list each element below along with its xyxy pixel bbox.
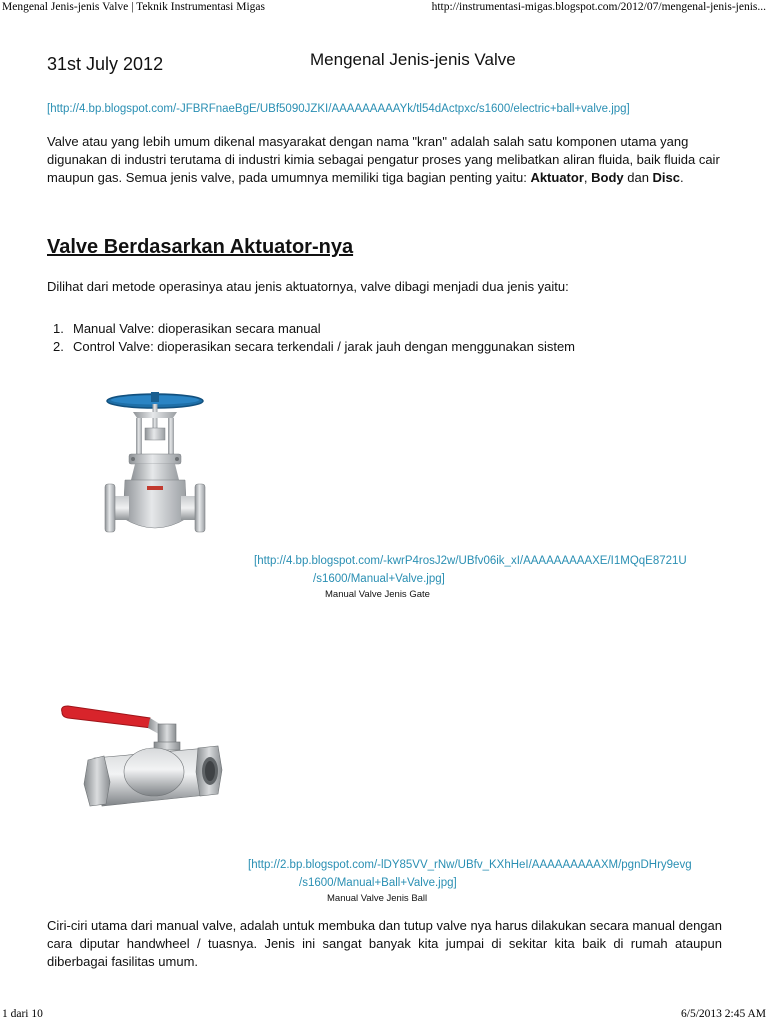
list-text: Control Valve: dioperasikan secara terkendali / jarak jauh dengan menggunakan sistem — [73, 339, 575, 354]
page-counter: 1 dari 10 — [2, 1008, 43, 1020]
ball-valve-image-link-cont[interactable]: /s1600/Manual+Ball+Valve.jpg] — [299, 877, 457, 889]
gate-valve-image-link-cont[interactable]: /s1600/Manual+Valve.jpg] — [313, 573, 445, 585]
print-header — [0, 1, 768, 17]
list-number: 2. — [53, 339, 64, 354]
intro-sep: , — [583, 170, 592, 185]
list-number: 1. — [53, 321, 64, 336]
print-footer — [0, 1008, 768, 1024]
gate-valve-image-link[interactable]: [http://4.bp.blogspot.com/-kwrP4rosJ2w/UBfv06ik_xI/AAAAAAAAAXE/I1MQqE8721U — [254, 555, 687, 567]
intro-sep: dan — [623, 170, 653, 185]
ball-valve-image-link[interactable]: [http://2.bp.blogspot.com/-lDY85VV_rNw/UBfv_KXhHeI/AAAAAAAAAXM/pgnDHry9evg — [248, 859, 692, 871]
list-item — [47, 338, 575, 356]
intro-bold-disc: Disc — [652, 170, 681, 185]
image-link-electric-ball-valve[interactable]: [http://4.bp.blogspot.com/-JFBRFnaeBgE/UBf5090JZKI/AAAAAAAAAYk/tl54dActpxc/s1600/electric+ball+valve.jpg] — [47, 103, 630, 115]
gate-valve-caption: Manual Valve Jenis Gate — [325, 589, 430, 600]
intro-end: . — [680, 170, 684, 185]
post-date: 31st July 2012 — [47, 54, 164, 74]
section-intro: Dilihat dari metode operasinya atau jenis aktuatornya, valve dibagi menjadi dua jenis yaitu: — [47, 279, 569, 294]
intro-text: Valve atau yang lebih umum dikenal masyarakat dengan nama "kran" adalah salah satu komponen utama yang digunakan di industri terutama di industri kimia sebagai pengatur proses yang melibatkan aliran fluida, baik fluida cair maupun gas. Semua jenis valve, pada umumnya memiliki tiga bagian penting yaitu: — [47, 134, 720, 185]
closing-paragraph: Ciri-ciri utama dari manual valve, adalah untuk membuka dan tutup valve nya harus dilakukan secara manual dengan cara diputar handwheel / tuasnya. Jenis ini sangat banyak kita jumpai di sekitar kita baik di rumah ataupun diberbagai fasilitas umum. — [47, 918, 722, 969]
ball-valve-illustration — [58, 700, 223, 815]
gate-valve-illustration — [103, 388, 207, 542]
print-timestamp: 6/5/2013 2:45 AM — [681, 1008, 766, 1020]
ball-valve-image[interactable] — [58, 700, 223, 815]
print-header-url: http://instrumentasi-migas.blogspot.com/2012/07/mengenal-jenis-jenis... — [431, 1, 766, 13]
list-item — [47, 320, 575, 338]
ball-valve-caption: Manual Valve Jenis Ball — [327, 893, 428, 904]
print-header-title: Mengenal Jenis-jenis Valve | Teknik Instrumentasi Migas — [2, 1, 265, 13]
intro-bold-aktuator: Aktuator — [530, 170, 584, 185]
intro-paragraph — [47, 133, 722, 187]
list-text: Manual Valve: dioperasikan secara manual — [73, 321, 321, 336]
intro-bold-body: Body — [591, 170, 624, 185]
section-heading: Valve Berdasarkan Aktuator-nya — [47, 236, 354, 258]
post-title[interactable]: Mengenal Jenis-jenis Valve — [310, 50, 516, 69]
valve-type-list — [47, 320, 575, 356]
gate-valve-image[interactable] — [103, 388, 207, 542]
